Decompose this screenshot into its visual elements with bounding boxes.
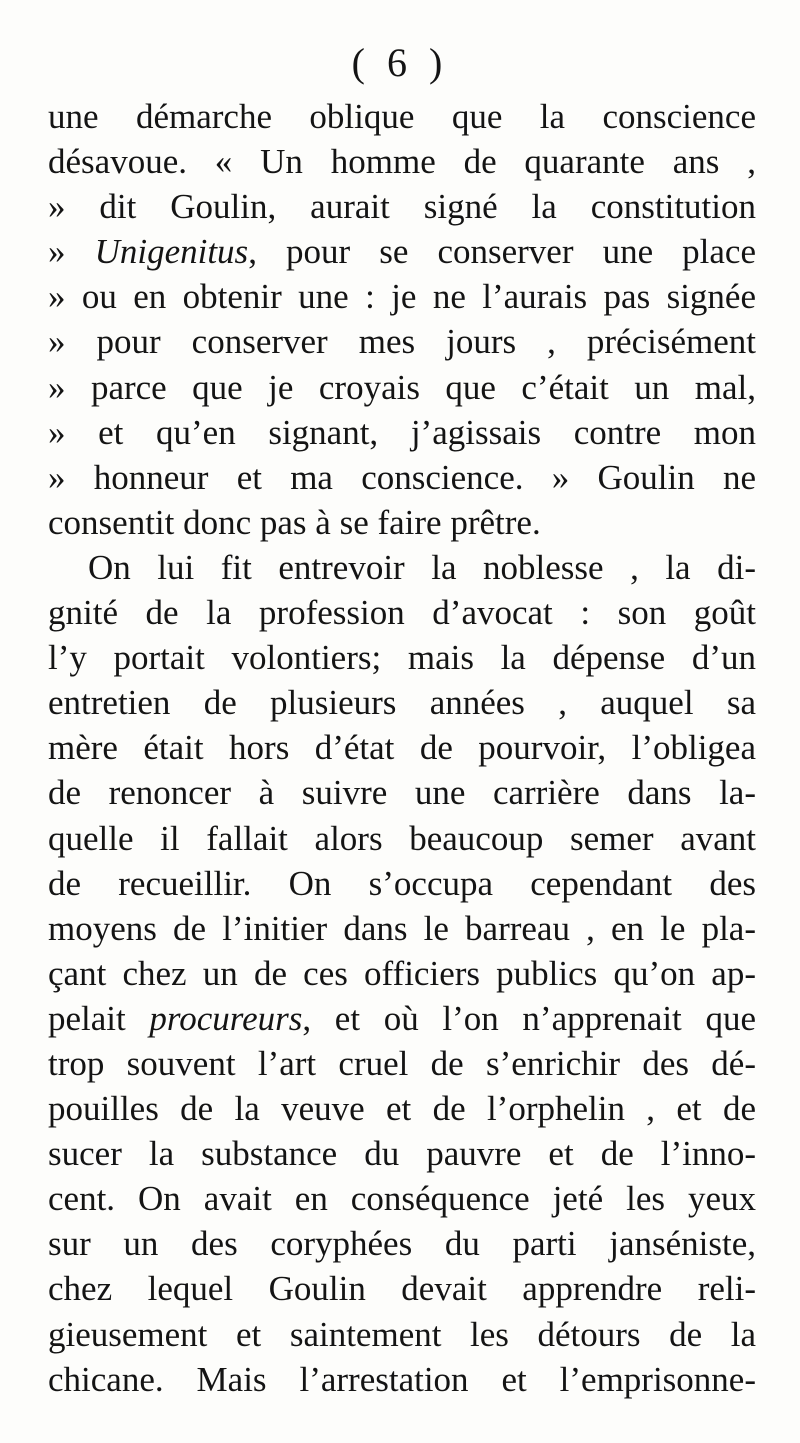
- text-line: chez lequel Goulin devait apprendre reli-: [48, 1269, 756, 1309]
- text-line: consentit donc pas à se faire prêtre.: [48, 502, 541, 542]
- text-line: » Unigenitus, pour se conserver une place: [48, 232, 756, 272]
- text-line: une démarche oblique que la conscience: [48, 97, 756, 136]
- text-line: gieusement et saintement les détours de la: [48, 1314, 756, 1354]
- text-line: On lui fit entrevoir la noblesse , la di-: [88, 547, 756, 587]
- text-line: de renoncer à suivre une carrière dans la-: [48, 773, 756, 813]
- text-line: » parce que je croyais que c’était un mal,: [48, 367, 756, 407]
- text-line: mère était hors d’état de pourvoir, l’obligea: [48, 728, 756, 768]
- italic-term: procureurs: [149, 998, 303, 1038]
- italic-term: Unigenitus: [94, 232, 249, 272]
- text-line: quelle il fallait alors beaucoup semer avant: [48, 818, 756, 858]
- text-line: pouilles de la veuve et de l’orphelin , et de: [48, 1089, 756, 1129]
- text-line: sucer la substance du pauvre et de l’inno-: [48, 1134, 756, 1174]
- text-line: l’y portait volontiers; mais la dépense d’un: [48, 638, 756, 678]
- text-line: de recueillir. On s’occupa cependant des: [48, 863, 756, 903]
- text-line: sur un des coryphées du parti janséniste,: [48, 1224, 756, 1264]
- text-line: » pour conserver mes jours , précisément: [48, 322, 756, 362]
- text-line: chicane. Mais l’arrestation et l’emprisonne-: [48, 1359, 756, 1399]
- text-line: cent. On avait en conséquence jeté les yeux: [48, 1179, 756, 1219]
- text-line: moyens de l’initier dans le barreau , en le pla-: [48, 908, 756, 948]
- text-line: entretien de plusieurs années , auquel sa: [48, 683, 756, 723]
- text-line: trop souvent l’art cruel de s’enrichir des dé-: [48, 1043, 756, 1083]
- text-line: » et qu’en signant, j’agissais contre mon: [48, 412, 756, 452]
- body-text: [48, 94, 756, 1402]
- text-line: désavoue. « Un homme de quarante ans ,: [48, 142, 756, 182]
- page-number: ( 6 ): [351, 40, 449, 85]
- text-line: » honneur et ma conscience. » Goulin ne: [48, 457, 756, 497]
- text-line: pelait procureurs, et où l’on n’apprenait que: [48, 998, 756, 1038]
- text-line: çant chez un de ces officiers publics qu’on ap-: [48, 953, 756, 993]
- text-line: » dit Goulin, aurait signé la constitution: [48, 187, 756, 227]
- text-line: gnité de la profession d’avocat : son goût: [48, 593, 756, 633]
- text-line: » ou en obtenir une : je ne l’aurais pas signée: [48, 277, 756, 317]
